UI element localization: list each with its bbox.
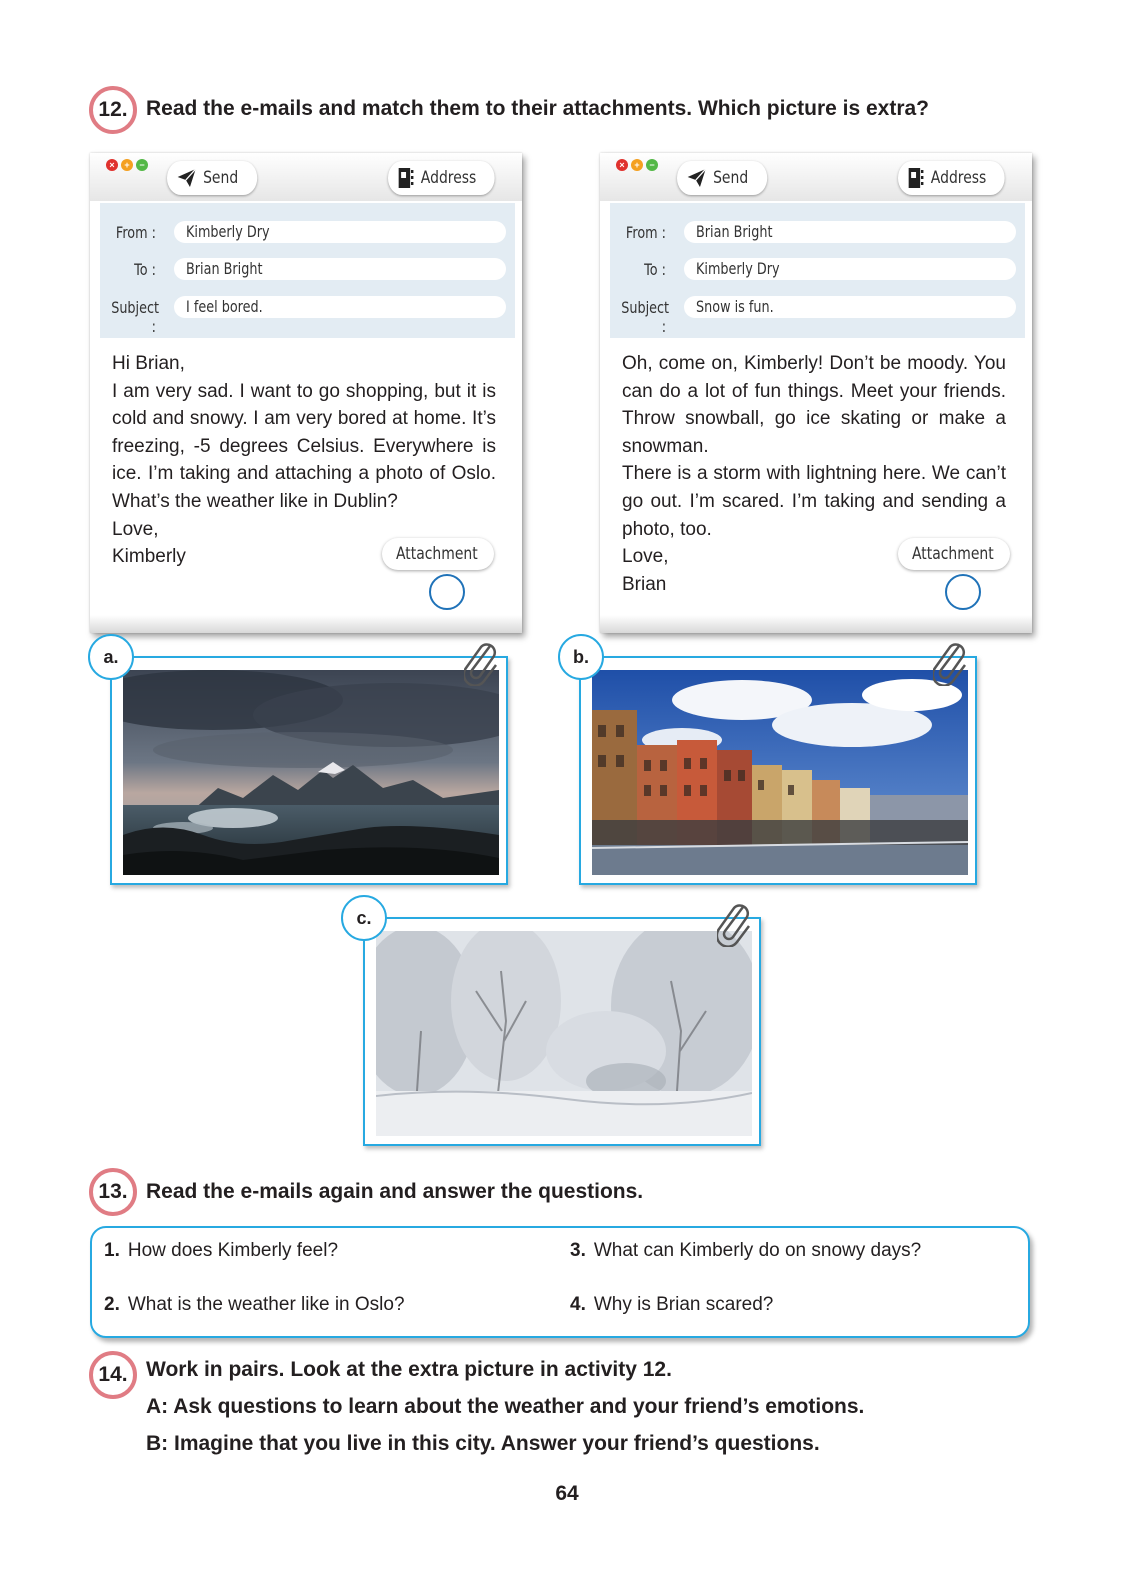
minimize-icon[interactable]: + [121,159,133,171]
address-button[interactable] [898,161,1005,195]
from-field[interactable]: Kimberly Dry [174,221,506,243]
email-signature: Brian [622,573,667,595]
photo-b-dublin [592,670,968,875]
email-window-kimberly [90,153,522,633]
email-titlebar [90,153,522,201]
email-closing: Love, [112,518,159,540]
task-13-instruction: Read the e-mails again and answer the questions. [146,1180,644,1203]
question-2: 2. What is the weather like in Oslo? [104,1294,405,1315]
photo-b-frame [579,656,977,885]
email-closing: Love, [622,546,669,568]
address-book-icon [908,167,924,189]
photo-a-frame [110,656,508,885]
photo-b-label: b. [558,634,604,680]
to-label: To : [134,260,156,279]
email-greeting: Hi Brian, [112,353,185,374]
task-14-line-3: B: Imagine that you live in this city. Answer your friend’s questions. [146,1432,820,1455]
email-signature: Kimberly [112,546,186,568]
attachment-label: Attachment [912,544,994,564]
send-button[interactable] [167,161,257,195]
paperclip-icon [933,640,969,686]
questions-box [90,1226,1030,1338]
photo-a-label: a. [88,634,134,680]
email-bottom-bar [600,615,1032,633]
window-controls [616,159,658,171]
question-3: 3. What can Kimberly do on snowy days? [570,1240,922,1261]
to-label: To : [644,260,666,279]
close-icon[interactable]: × [616,159,628,171]
email-bottom-bar [90,615,522,633]
attachment-label: Attachment [396,544,478,564]
send-label: Send [713,168,749,188]
send-icon [177,168,197,188]
maximize-icon[interactable]: − [136,159,148,171]
email-window-brian [600,153,1032,633]
from-field[interactable]: Brian Bright [684,221,1016,243]
email-message: Oh, come on, Kimberly! Don’t be moody. You can do a lot of fun things. Meet your friends. Throw snowball, go ice skating or make a snowman. [622,353,1006,457]
photo-a-stormy-sea [123,670,499,875]
email-message-2: There is a storm with lightning here. We can’t go out. I’m scared. I’m taking and sending a photo, too. [622,463,1006,540]
send-label: Send [203,168,239,188]
subject-field[interactable]: Snow is fun. [684,296,1016,318]
email-header-fields [100,203,515,338]
email-message: I am very sad. I want to go shopping, but it is cold and snowy. I am very bored at home. It’s freezing, -5 degrees Celsius. Everywhere is ice. I’m taking and attaching a photo of Oslo. What’s the weather like in Dublin? [112,380,496,512]
answer-circle[interactable] [945,574,981,610]
task-14-number: 14. [89,1351,137,1399]
address-label: Address [930,168,987,188]
subject-field[interactable]: I feel bored. [174,296,506,318]
question-1: 1. How does Kimberly feel? [104,1240,339,1261]
from-label: From : [625,223,666,242]
email-titlebar [600,153,1032,201]
task-14-line-2: A: Ask questions to learn about the weather and your friend’s emotions. [146,1395,865,1418]
address-book-icon [398,167,414,189]
answer-circle[interactable] [429,574,465,610]
subject-label: Subject : [111,298,160,336]
photo-c-label: c. [341,895,387,941]
question-4: 4. Why is Brian scared? [570,1294,774,1315]
from-label: From : [115,223,156,242]
task-12-number: 12. [89,86,137,134]
address-button[interactable] [388,161,495,195]
to-field[interactable]: Kimberly Dry [684,258,1016,280]
paperclip-icon [717,901,753,947]
photo-c-snowy-forest [376,931,752,1136]
attachment-button[interactable] [898,538,1010,570]
minimize-icon[interactable]: + [631,159,643,171]
maximize-icon[interactable]: − [646,159,658,171]
subject-label: Subject : [621,298,670,336]
task-12-instruction: Read the e-mails and match them to their attachments. Which picture is extra? [146,97,930,120]
attachment-button[interactable] [382,538,494,570]
close-icon[interactable]: × [106,159,118,171]
address-label: Address [420,168,477,188]
send-icon [687,168,707,188]
task-14-line-1: Work in pairs. Look at the extra picture in activity 12. [146,1358,672,1381]
photo-c-frame [363,917,761,1146]
email-header-fields [610,203,1025,338]
task-13-number: 13. [89,1168,137,1216]
to-field[interactable]: Brian Bright [174,258,506,280]
paperclip-icon [464,640,500,686]
page-number: 64 [555,1482,579,1505]
window-controls [106,159,148,171]
send-button[interactable] [677,161,767,195]
